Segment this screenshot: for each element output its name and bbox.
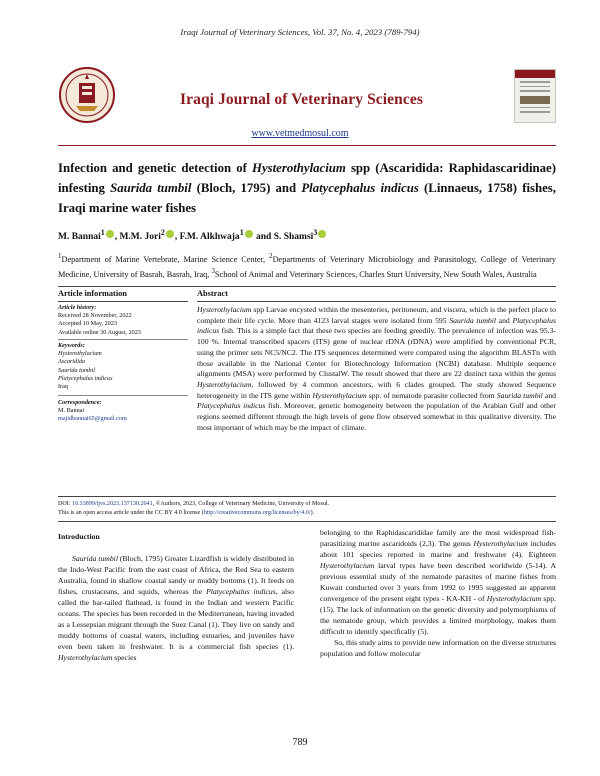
keyword: Platycephalus indicus	[58, 374, 113, 382]
header-rule	[58, 145, 556, 146]
orcid-icon[interactable]	[166, 230, 174, 238]
article-title: Infection and genetic detection of Hysterothylacium spp (Ascaridida: Raphidascaridinae) infesting Saurida tumbil (Bloch, 1795) and Platycephalus indicus (Linnaeus, 1758) fishes, Iraqi marine water fishes	[58, 161, 556, 215]
intro-paragraph: belonging to the Raphidascarididae family are the most widespread fish-parasitizing marine ascaridoids (2,3). The genus Hysterothylacium includes about 101 species reported in marine and freshwater (4). Eighteen Hysterothylacium larval types have been described worldwide (5-14). A previous essential study of the nematode parasites of marine fishes from Kuwait conducted over 3 years from 1992 to 1995 suggested an apparent convergence of the present eight types - KA-KH - of Hysterothylacium spp. (15). The lack of information on the genetic diversity and polymorphisms of the nematode group, which provides a limited morphology, makes them difficult to identify specifically (5).	[320, 528, 557, 636]
abstract-bottom-rule	[58, 496, 556, 497]
license-link[interactable]: http://creativecommons.org/licenses/by/4.0/	[203, 509, 311, 516]
keywords-block: Keywords: Hysterothylacium Ascaridida Saurida tumbil Platycephalus indicus Iraq	[58, 342, 188, 391]
keyword: Hysterothylacium	[58, 350, 102, 358]
doi-link[interactable]: 10.33899/ijvs.2023.137130.2641	[72, 501, 153, 507]
divider	[58, 395, 188, 396]
orcid-icon[interactable]	[245, 230, 253, 238]
abstract-heading: Abstract	[197, 289, 228, 298]
divider	[58, 339, 188, 340]
orcid-icon[interactable]	[318, 230, 326, 238]
correspondence-block: Correspondence: M. Bannai majidbannai65@gmail.com	[58, 399, 127, 423]
author-list: M. Bannai$^1$ , M.M. Jori$^2$ , F.M. Alkhwaja$^1$ and S. Shamsi$^3$	[58, 228, 556, 242]
running-header: Iraqi Journal of Veterinary Sciences, Vol. 37, No. 4, 2023 (789-794)	[180, 27, 420, 37]
page-number: 789	[292, 737, 308, 748]
keyword: Iraq	[58, 383, 68, 391]
introduction-heading: Introduction	[58, 532, 100, 541]
intro-paragraph: Saurida tumbil (Bloch, 1795) Greater Lizardfish is widely distributed in the Indo-West Pacific from the east coast of Africa, the Red Sea to eastern Australia, found in shallow coastal sandy or muddy bottoms (1). It feeds on fishes, crustaceans, and squids, whereas the Platycephalus indicus, also called the bar-tailed flathead, is found in the Indian and western Pacific oceans. The species has been recorded in the Mediterranean, having invaded as a Lessepsian migrant through the Suez Canal (1). They live on sandy and muddy bottoms of coastal waters, including estuaries, and juveniles have even been taken in freshwater. It is a commercial fish species (1). Hysterothylacium species	[58, 554, 295, 662]
orcid-icon[interactable]	[106, 230, 114, 238]
article-info-heading: Article information	[58, 289, 127, 298]
doi-license: DOI: 10.33899/ijvs.2023.137130.2641, ©Authors, 2023, College of Veterinary Medicine, University of Mosul. This is an open access article under the CC BY 4.0 license (http://creativecommons.org/licenses/by/4.0/).	[58, 501, 330, 516]
journal-cover-thumbnail	[514, 69, 556, 123]
right-column	[320, 527, 556, 659]
article-history: Article history: Received 28 November, 2022 Accepted 10 May, 2023 Available online 30 August, 2023	[58, 304, 141, 336]
website-link[interactable]: www.vetmedmosul.com	[251, 128, 349, 139]
doi-bottom-rule	[58, 521, 556, 522]
keyword: Ascaridida	[58, 358, 86, 366]
keyword: Saurida tumbil	[58, 366, 95, 374]
abstract-text: Hysterothylacium spp Larvae encysted within the mesenteries, peritoneum, and viscera, which is the perfect place to complete their life cycle. More than 4123 larval stages were isolated from 595 Saurida tumbil and Platycephalus indicus fish. This is a simple fact that these two species are feeding greedily. The prevalence of infection was 95.3- 100 %. Internal transcribed spacers (ITS) gene of nuclear rDNA (rDNA) were amplified by conventional PCR, using the primer sets NC5/NC2. The ITS sequences determined were compared using the algorithm BLASTn with those available in the National Center for Biotechnology Information (NCBI) database. Multiple sequence alignments (MSA) were performed by ClustalW. The result showed that there are 22 distinct taxa within the genus Hysterothylacium, followed by 4 common ancestors, with 6 clades grouped. The study showed Sequence heterogeneity in the ITS gene within Hysterothylacium spp. of nematode parasite collected from Saurida tumbil and Platycephalus indicus fish. Moreover, genetic homogeneity between the population of the Arabian Gulf and other regions seemed different through the high levels of gene flow observed somewhat in this qualitative diversity. The most important of which may be the impact of climate.	[197, 305, 557, 432]
journal-logo	[58, 66, 116, 124]
info-rule	[58, 286, 556, 287]
affiliations: $^1$Department of Marine Vertebrate, Marine Science Center, $^2$Departments of Veterinary Microbiology and Parasitology, College of Veterinary Medicine, University of Basrah, Basrah, Iraq, $^3$School of Animal and Veterinary Sciences, Charles Sturt University, New South Wales, Australia	[58, 253, 556, 279]
left-column	[58, 531, 294, 663]
info-subrule	[58, 301, 188, 302]
email-link[interactable]: majidbannai65@gmail.com	[58, 415, 127, 423]
journal-name: Iraqi Journal of Veterinary Sciences	[180, 91, 423, 108]
website-line	[0, 128, 600, 139]
intro-paragraph: So, this study aims to provide new information on the diverse structures population and follow molecular	[320, 638, 556, 658]
abstract-subrule	[197, 301, 556, 302]
